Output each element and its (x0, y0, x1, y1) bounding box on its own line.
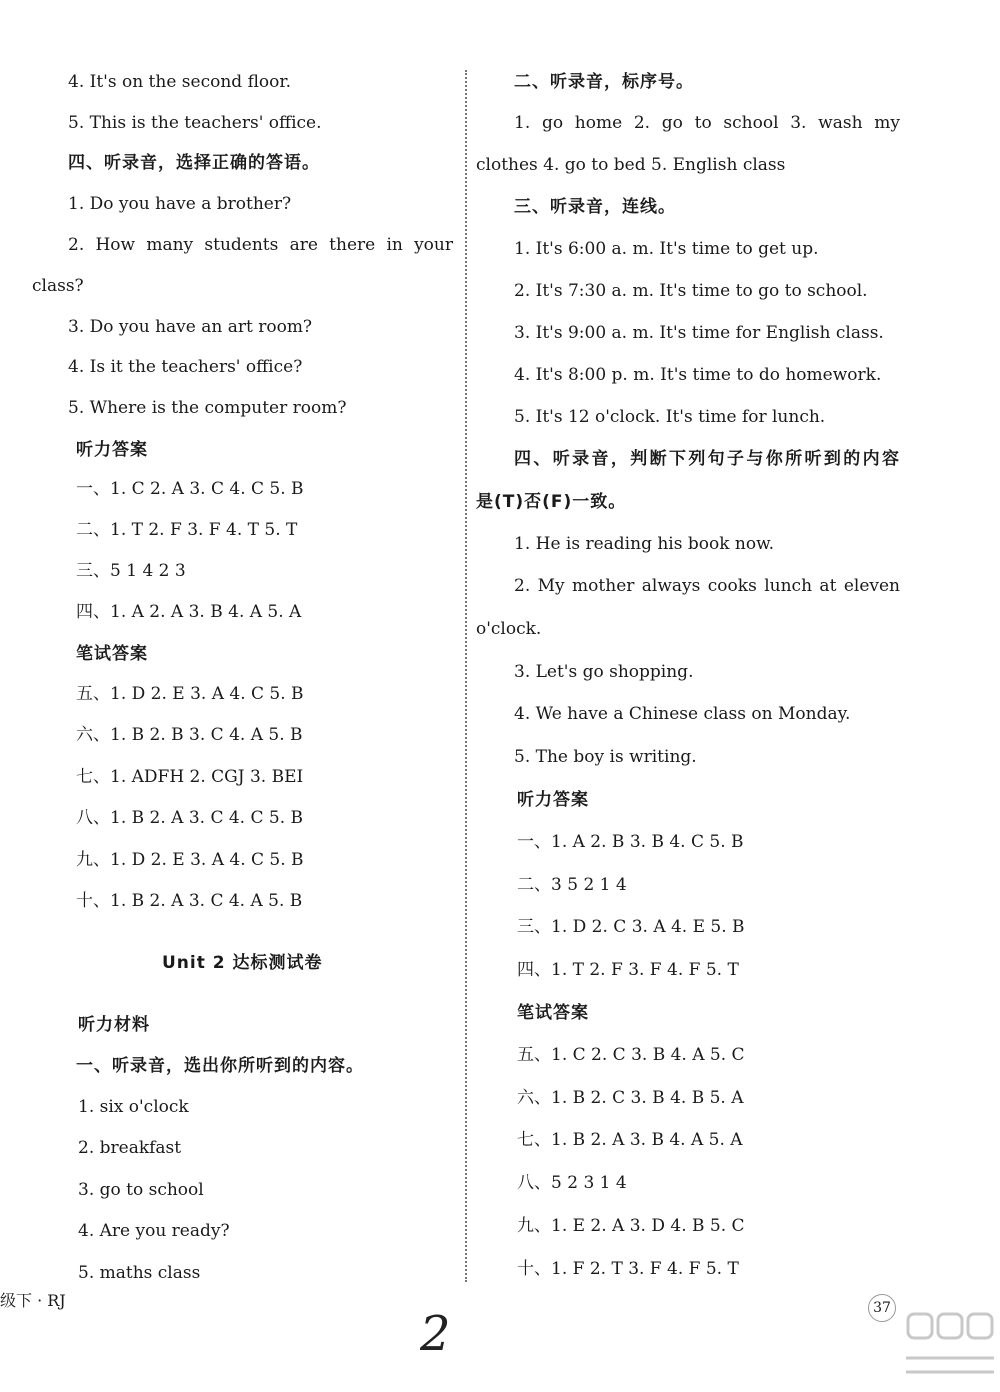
section-heading: 二、听录音，标序号。 (514, 72, 694, 92)
text-line: o'clock. (476, 619, 542, 639)
text-line: 4. Are you ready? (78, 1221, 230, 1241)
text-line: 3. It's 9:00 a. m. It's time for English class. (514, 323, 884, 343)
answer-line: 六、1. B 2. B 3. C 4. A 5. B (76, 725, 303, 745)
answer-line: 八、5 2 3 1 4 (517, 1173, 627, 1193)
answer-line: 二、1. T 2. F 3. F 4. T 5. T (76, 520, 298, 540)
text-line: 1. go home 2. go to school 3. wash my (514, 113, 900, 133)
text-line: 3. Let's go shopping. (514, 662, 694, 682)
section-heading: 笔试答案 (76, 644, 148, 664)
text-line: 1. He is reading his book now. (514, 534, 775, 554)
text-line: 5. It's 12 o'clock. It's time for lunch. (514, 407, 826, 427)
text-line: 2. breakfast (78, 1138, 182, 1158)
text-line: 1. six o'clock (78, 1097, 189, 1117)
section-heading: 四、听录音，选择正确的答语。 (68, 153, 320, 173)
unit-title: Unit 2 达标测试卷 (162, 953, 323, 973)
answer-line: 十、1. F 2. T 3. F 4. F 5. T (517, 1259, 739, 1279)
text-line: 4. We have a Chinese class on Monday. (514, 704, 851, 724)
answer-line: 一、1. C 2. A 3. C 4. C 5. B (76, 479, 304, 499)
text-line: 5. Where is the computer room? (68, 398, 347, 418)
text-line: 5. maths class (78, 1263, 201, 1283)
section-heading: 是(T)否(F)一致。 (476, 492, 627, 512)
section-heading: 一、听录音，选出你所听到的内容。 (76, 1056, 364, 1076)
text-line: 3. Do you have an art room? (68, 317, 313, 337)
text-line: 3. go to school (78, 1180, 204, 1200)
answer-line: 四、1. T 2. F 3. F 4. F 5. T (517, 960, 739, 980)
text-line: 1. Do you have a brother? (68, 194, 292, 214)
answer-line: 四、1. A 2. A 3. B 4. A 5. A (76, 602, 302, 622)
text-line: class? (32, 276, 84, 296)
answer-line: 五、1. D 2. E 3. A 4. C 5. B (76, 684, 304, 704)
answer-line: 三、5 1 4 2 3 (76, 561, 186, 581)
watermark-logo (900, 1306, 1000, 1386)
text-line: 5. This is the teachers' office. (68, 113, 322, 133)
text-line: 2. It's 7:30 a. m. It's time to go to school. (514, 281, 868, 301)
answer-line: 九、1. E 2. A 3. D 4. B 5. C (517, 1216, 745, 1236)
answer-line: 八、1. B 2. A 3. C 4. C 5. B (76, 808, 304, 828)
section-heading: 笔试答案 (517, 1003, 589, 1023)
handwritten-mark: 2 (420, 1306, 451, 1362)
text-line: 2. How many students are there in your (68, 235, 453, 255)
section-heading: 三、听录音，连线。 (514, 197, 676, 217)
section-heading: 听力答案 (76, 440, 148, 460)
text-line: 4. It's 8:00 p. m. It's time to do homework. (514, 365, 882, 385)
answer-line: 七、1. B 2. A 3. B 4. A 5. A (517, 1130, 743, 1150)
answer-line: 二、3 5 2 1 4 (517, 875, 627, 895)
text-line: 1. It's 6:00 a. m. It's time to get up. (514, 239, 819, 259)
answer-line: 五、1. C 2. C 3. B 4. A 5. C (517, 1045, 745, 1065)
text-line: 4. It's on the second floor. (68, 72, 292, 92)
answer-line: 十、1. B 2. A 3. C 4. A 5. B (76, 891, 303, 911)
page-number: 37 (868, 1294, 896, 1322)
text-line: 5. The boy is writing. (514, 747, 697, 767)
text-line: 4. Is it the teachers' office? (68, 357, 303, 377)
answer-line: 一、1. A 2. B 3. B 4. C 5. B (517, 832, 744, 852)
section-heading: 听力材料 (78, 1015, 150, 1035)
answer-line: 三、1. D 2. C 3. A 4. E 5. B (517, 917, 745, 937)
section-heading: 四、听录音，判断下列句子与你所听到的内容 (514, 449, 900, 469)
column-divider (465, 70, 467, 1282)
text-line: 2. My mother always cooks lunch at eleven (514, 576, 900, 596)
answer-line: 七、1. ADFH 2. CGJ 3. BEI (76, 767, 304, 787)
footer-label: 级下 · RJ (0, 1291, 66, 1310)
text-line: clothes 4. go to bed 5. English class (476, 155, 786, 175)
section-heading: 听力答案 (517, 790, 589, 810)
answer-line: 六、1. B 2. C 3. B 4. B 5. A (517, 1088, 744, 1108)
answer-line: 九、1. D 2. E 3. A 4. C 5. B (76, 850, 304, 870)
